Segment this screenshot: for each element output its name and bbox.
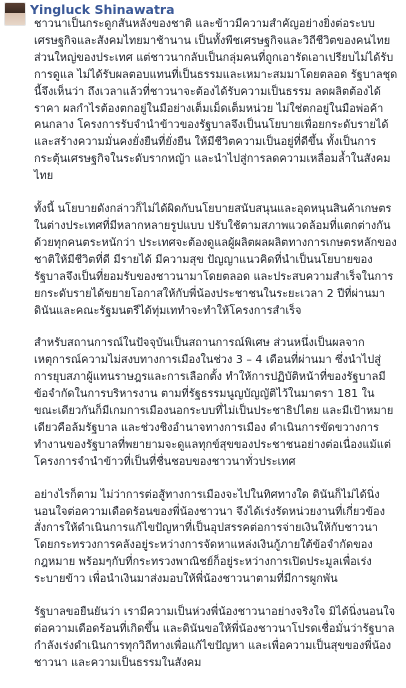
- post-paragraph-2: ทั้งนี้ นโยบายดังกล่าวก็ไม่ได้ผิดกับนโยบายสนับสนุนและอุดหนุนสินค้าเกษตรในต่างประเทศที่มีหลากหลายรูปแบบ ปรับใช้ตามสภาพแวดล้อมที่แตกต่างกัน ด้วยทุกคนตระหนักว่า ประเทศจะต้องดูแลผู้ผลิตผลผลิตทางการเกษตรหลักของชาติให้มีชีวิตที่ดี มีรายได้ มีความสุข ปัญญาแนวคิดที่นำเป็นนโยบายของรัฐบาลจึงเป็นที่ยอมรับของชาวนามาโดยตลอด และประสบความสำเร็จในการยกระดับรายได้ขยายโอกาสให้กับพี่น้องประชาชนในระยะเวลา 2 ปีที่ผ่านมา ดินันและคณะรัฐมนตรีได้ทุ่มเททำจะทำให้โครงการสำเร็จ: [34, 202, 397, 317]
- post-paragraph-3: สำหรับสถานการณ์ในปัจจุบันเป็นสถานการณ์พิเศษ ส่วนหนึ่งเป็นผลจากเหตุการณ์ความไม่สงบทางการเมืองในช่วง 3 – 4 เดือนที่ผ่านมา ซึ่งนำไปสู่การยุบสภาผู้แทนราษฎรและการเลือกตั้ง ทำให้การปฏิบัติหน้าที่ของรัฐบาลมีข้อจำกัดในการบริหารงาน ตามที่รัฐธรรมนูญบัญญัติไว้ในมาตรา 181 ในขณะเดียวกันก็มีเกมการเมืองนอกระบบที่ไม่เป็นประชาธิปไตย และมีเป้าหมายเดียวคือล้มรัฐบาล และช่วงชิงอำนาจทางการเมือง ดำเนินการขัดขวางการทำงานของรัฐบาลที่พยายามจะดูแลทุกข์สุขของประชาชนอย่างต่อเนื่องแม้แต่โครงการจำนำข้าวที่เป็นที่ชื่นชอบของชาวนาทั่วประเทศ: [34, 336, 394, 468]
- post-body: [34, 16, 398, 688]
- post-paragraph-1: ชาวนาเป็นกระดูกสันหลังของชาติ และข้าวมีความสำคัญอย่างยิ่งต่อระบบเศรษฐกิจและสังคมไทยมาช้านาน เป็นทั้งพืชเศรษฐกิจและวิถีชีวิตของคนไทยส่วนใหญ่ของประเทศ แต่ชาวนากลับเป็นกลุ่มคนที่ถูกเอารัดเอาเปรียบไม่ได้รับการดูแล ไม่ได้รับผลตอบแทนที่เป็นธรรมและเหมาะสมมาโดยตลอด รัฐบาลชุดนี้จึงเห็นว่า ถึงเวลาแล้วที่ชาวนาจะต้องได้รับความเป็นธรรม ลดผลิตต้องได้ราคา ผลกำไรต้องตกอยู่ในมือย่างเต็มเม็ดเต็มหน่วย ไม่ใช่ตกอยู่ในมือพ่อค้าคนกลาง โครงการรับจำนำข้าวของรัฐบาลจึงเป็นนโยบายเพื่อยกระดับรายได้ และสร้างความมั่นคงยั่งยืนที่ยั่งยืน ให้มีชีวิตความเป็นอยู่ที่ดีขึ้น ทั้งเป็นการกระตุ้นเศรษฐกิจในระดับรากหญ้า และนำไปสู่การลดความเหลื่อมล้ำในสังคมไทย: [34, 17, 398, 183]
- avatar[interactable]: [4, 2, 26, 26]
- post-paragraph-5: รัฐบาลขอยืนยันว่า เรามีความเป็นห่วงพี่น้องชาวนาอย่างจริงใจ มิได้นิ่งนอนใจต่อความเดือดร้อนที่เกิดขึ้น และดินันขอให้พี่น้องชาวนาโปรดเชื่อมั่นว่ารัฐบาลกำลังเร่งดำเนินการทุกวิถีทางเพื่อแก้ไขปัญหา และเพื่อความเป็นสุขของพี่น้องชาวนา และความเป็นธรรมในสังคม: [34, 605, 396, 669]
- post-paragraph-4: อย่างไรก็ตาม ไม่ว่าการต่อสู้ทางการเมืองจะไปในทิศทางใด ดินันก็ไม่ได้นิ่งนอนใจต่อความเดือดร้อนของพี่น้องชาวนา จึงได้เร่งรัดหน่วยงานที่เกี่ยวข้อง สั่งการให้ดำเนินการแก้ไขปัญหาที่เป็นอุปสรรคต่อการจ่ายเงินให้กับชาวนา โดยกระทรวงการคลังอยู่ระหว่างการจัดหาแหล่งเงินกู้ภายใต้ข้อจำกัดของกฎหมาย พร้อมๆกับที่กระทรวงพาณิชย์ก็อยู่ระหว่างการเปิดประมูลเพื่อเร่งระบายข้าว เพื่อนำเงินมาส่งมอบให้พี่น้องชาวนาตามที่มีการผูกพัน: [34, 487, 385, 586]
- author-name-link[interactable]: Yingluck Shinawatra: [30, 2, 175, 17]
